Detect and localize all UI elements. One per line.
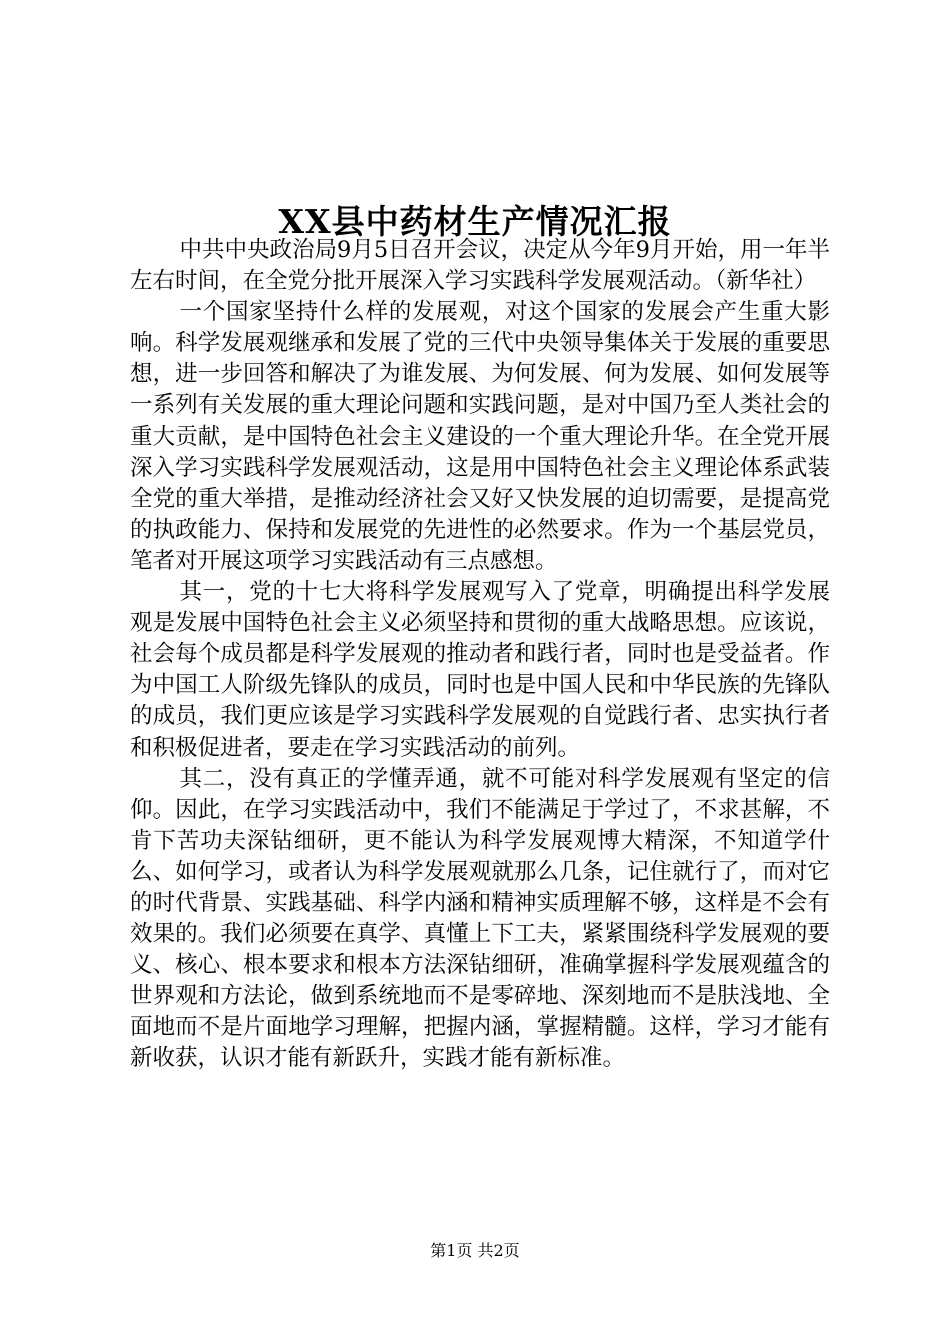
paragraph-4: 其二，没有真正的学懂弄通，就不可能对科学发展观有坚定的信仰。因此，在学习实践活动中，我们不能满足于学过了，不求甚解，不肯下苦功夫深钻细研，更不能认为科学发展观博大精深，不知道学什么、如何学习，或者认为科学发展观就那么几条，记住就行了，而对它的时代背景、实践基础、科学内涵和精神实质理解不够，这样是不会有效果的。我们必须要在真学、真懂上下工夫，紧紧围绕科学发展观的要义、核心、根本要求和根本方法深钻细研，准确掌握科学发展观蕴含的世界观和方法论，做到系统地而不是零碎地、深刻地而不是肤浅地、全面地而不是片面地学习理解，把握内涵，掌握精髓。这样，学习才能有新收获，认识才能有新跃升，实践才能有新标准。 bbox=[130, 765, 830, 1072]
page-footer: 第1页 共2页 bbox=[430, 1241, 520, 1260]
document-title: XX县中药材生产情况汇报 bbox=[278, 202, 672, 242]
paragraph-1: 中共中央政治局9月5日召开会议，决定从今年9月开始，用一年半左右时间，在全党分批开展深入学习实践科学发展观活动。（新华社） bbox=[130, 237, 830, 295]
paragraph-3: 其一，党的十七大将科学发展观写入了党章，明确提出科学发展观是发展中国特色社会主义必须坚持和贯彻的重大战略思想。应该说，社会每个成员都是科学发展观的推动者和践行者，同时也是受益者。作为中国工人阶级先锋队的成员，同时也是中国人民和中华民族的先锋队的成员，我们更应该是学习实践科学发展观的自觉践行者、忠实执行者和积极促进者，要走在学习实践活动的前列。 bbox=[130, 579, 830, 761]
document-body bbox=[130, 235, 830, 1075]
paragraph-2: 一个国家坚持什么样的发展观，对这个国家的发展会产生重大影响。科学发展观继承和发展了党的三代中央领导集体关于发展的重要思想，进一步回答和解决了为谁发展、为何发展、何为发展、如何发展等一系列有关发展的重大理论问题和实践问题，是对中国乃至人类社会的重大贡献，是中国特色社会主义建设的一个重大理论升华。在全党开展深入学习实践科学发展观活动，这是用中国特色社会主义理论体系武装全党的重大举措，是推动经济社会又好又快发展的迫切需要，是提高党的执政能力、保持和发展党的先进性的必然要求。作为一个基层党员，笔者对开展这项学习实践活动有三点感想。 bbox=[130, 299, 830, 574]
